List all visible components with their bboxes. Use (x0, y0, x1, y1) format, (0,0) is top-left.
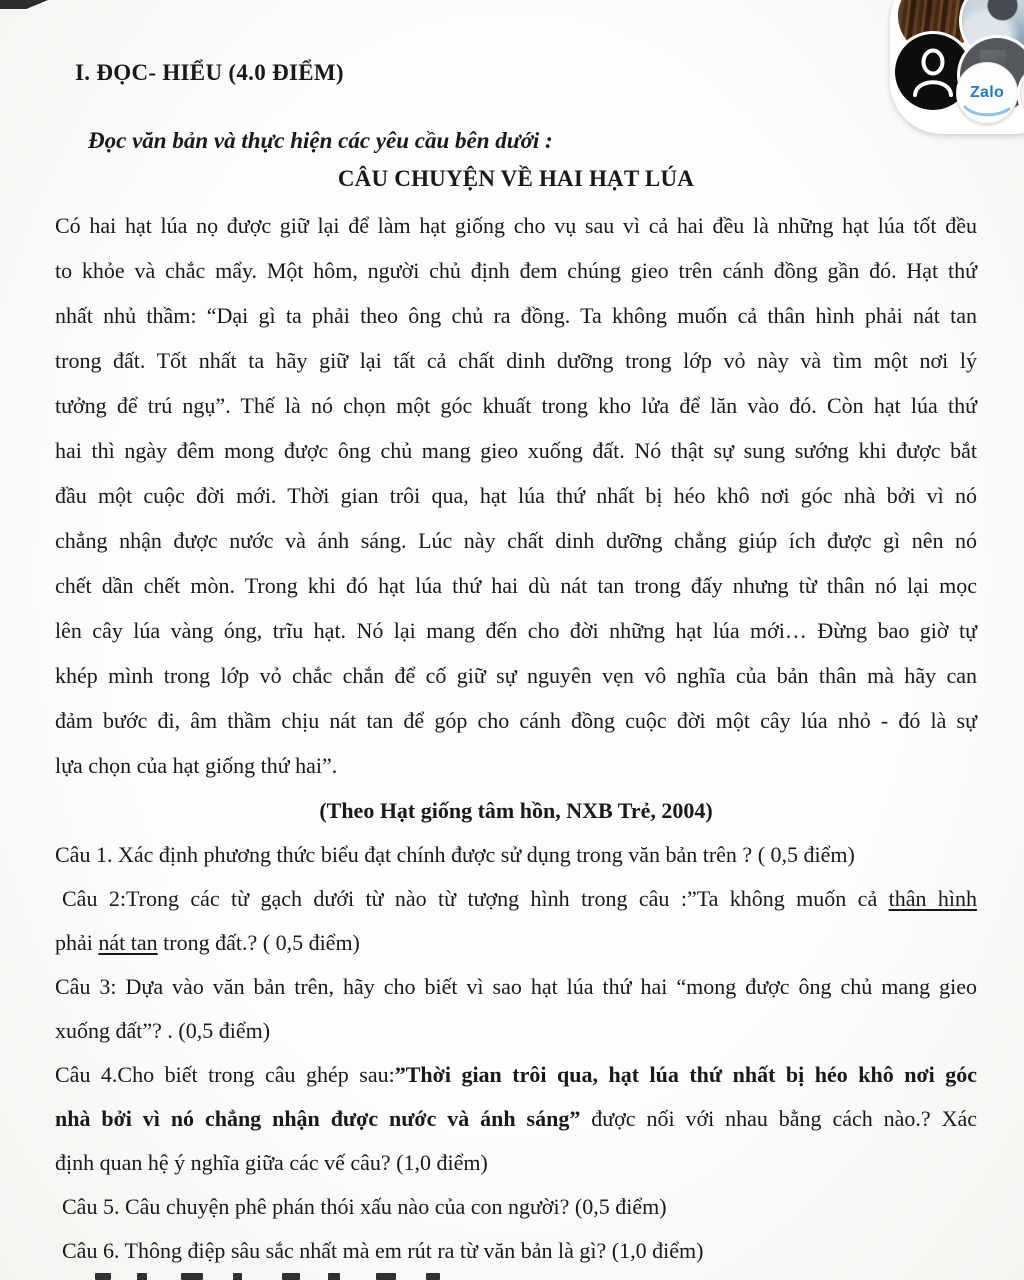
passage-line: tưởng để trú ngụ”. Thế là nó chọn một góc khuất trong kho lửa để lăn vào đó. Còn hạt lúa thứ (55, 393, 977, 418)
question-1: Câu 1. Xác định phương thức biểu đạt chính được sử dụng trong văn bản trên ? ( 0,5 điểm) (55, 842, 855, 867)
underlined-term-than-hinh: thân hình (888, 886, 977, 911)
story-title: CÂU CHUYỆN VỀ HAI HẠT LÚA (337, 166, 695, 191)
question-6: Câu 6. Thông điệp sâu sắc nhất mà em rút ra từ văn bản là gì? (1,0 điểm) (62, 1238, 704, 1263)
question-2-line-1 (55, 877, 977, 921)
question-4-text: Câu 4.Cho biết trong câu ghép sau: (55, 1062, 395, 1087)
story-source: (Theo Hạt giống tâm hồn, NXB Trẻ, 2004) (319, 798, 713, 823)
question-4-line-1 (55, 1053, 977, 1097)
question-5: Câu 5. Câu chuyện phê phán thói xấu nào của con người? (0,5 điểm) (62, 1194, 667, 1219)
passage-line: chết dần chết mòn. Trong khi đó hạt lúa thứ hai dù nát tan trong đấy nhưng từ thân nó lại mọc (55, 573, 977, 598)
person-outline-icon (909, 46, 957, 98)
zalo-swoosh (963, 104, 1011, 118)
question-4-text: được nối với nhau bằng cách nào.? Xác (580, 1106, 978, 1131)
question-4-bold-quote: ”Thời gian trôi qua, hạt lúa thứ nhất bị héo khô nơi góc (394, 1062, 977, 1087)
question-3-line-1: Câu 3: Dựa vào văn bản trên, hãy cho biết vì sao hạt lúa thứ hai “mong được ông chủ mang gieo (55, 974, 977, 999)
question-2-text: trong đất.? ( 0,5 điểm) (157, 930, 360, 955)
exam-document (55, 0, 977, 1273)
question-list (55, 833, 977, 1273)
question-4-line-2 (55, 1097, 977, 1141)
passage-line: to khỏe và chắc mẩy. Một hôm, người chủ định đem chúng gieo trên cánh đồng gần đó. Hạt thứ (55, 258, 977, 283)
passage-line: Có hai hạt lúa nọ được giữ lại để làm hạt giống cho vụ sau vì cả hai đều là những hạt lúa tốt đều (55, 213, 977, 238)
passage-line: hai thì ngày đêm mong được ông chủ mang gieo xuống đất. Nó thật sự sung sướng khi được bắt (55, 438, 977, 463)
underlined-term-nat-tan: nát tan (98, 930, 158, 955)
question-4-line-3: định quan hệ ý nghĩa giữa các vế câu? (1,0 điểm) (55, 1150, 488, 1175)
chat-widget (880, 0, 1024, 138)
passage-line: đầu một cuộc đời mới. Thời gian trôi qua, hạt lúa thứ nhất bị héo khô nơi góc nhà bởi vì nó (55, 483, 977, 508)
passage-line: nhất nhủ thầm: “Dại gì ta phải theo ông chủ ra đồng. Ta không muốn cả thân hình phải nát tan (55, 303, 977, 328)
clipped-next-line-fragments (95, 1273, 440, 1280)
section-title: I. ĐỌC- HIỂU (4.0 ĐIỂM) (75, 60, 344, 85)
zalo-label: Zalo (969, 84, 1005, 101)
question-2-text: Câu 2:Trong các từ gạch dưới từ nào từ tượng hình trong câu :”Ta không muốn cả (62, 886, 889, 911)
question-3-line-2: xuống đất”? . (0,5 điểm) (55, 1018, 271, 1043)
story-passage (55, 203, 977, 788)
passage-line: trong đất. Tốt nhất ta hãy giữ lại tất cả chất dinh dưỡng trong lớp vỏ này và tìm một nơi lý (55, 348, 977, 373)
question-4-bold-quote: nhà bởi vì nó chẳng nhận được nước và ánh sáng” (55, 1106, 581, 1131)
zalo-icon[interactable] (956, 62, 1018, 124)
passage-line: khép mình trong lớp vỏ chắc chắn để cố giữ sự nguyên vẹn vô nghĩa của bản thân mà hãy can (55, 663, 977, 688)
passage-line: lên cây lúa vàng óng, trĩu hạt. Nó lại mang đến cho đời những hạt lúa mới… Đừng bao giờ tự (55, 618, 977, 643)
instruction-line: Đọc văn bản và thực hiện các yêu cầu bên dưới : (88, 128, 553, 153)
passage-line: chẳng nhận được nước và ánh sáng. Lúc này chất dinh dưỡng chẳng giúp ích được gì nên nó (55, 528, 977, 553)
passage-line: lựa chọn của hạt giống thứ hai”. (55, 753, 338, 778)
passage-line: đảm bước đi, âm thầm chịu nát tan để góp cho cánh đồng cuộc đời một cây lúa nhỏ - đó là sự (55, 708, 977, 733)
scan-artifact (0, 0, 48, 9)
question-2-line-2 (55, 921, 977, 965)
question-2-text: phải (55, 930, 99, 955)
